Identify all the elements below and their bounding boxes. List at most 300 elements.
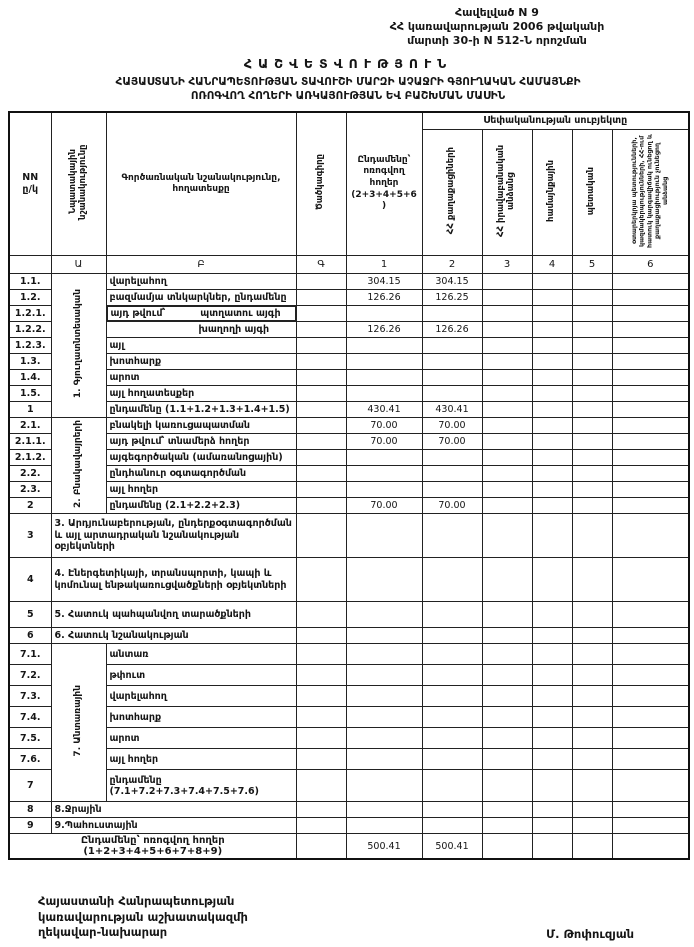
code-cell (296, 450, 346, 466)
table-row (9, 514, 689, 558)
table-row (9, 818, 689, 834)
value-cell (422, 770, 482, 802)
col-header-total: Ընդամենը՝ ոռոգվող հողեր (2+3+4+5+6) (346, 112, 422, 256)
page-title: ՀԱՇՎԵՏՎՈՒԹՅՈՒՆ (243, 56, 453, 72)
row-no: 2.1.2. (9, 450, 51, 466)
code-cell (296, 628, 346, 644)
table-row (9, 802, 689, 818)
appendix-line-2: ՀՀ կառավարության 2006 թվականի (389, 19, 605, 33)
value-cell (612, 418, 689, 434)
value-cell (612, 644, 689, 665)
value-cell: 70.00 (422, 498, 482, 514)
section-label-agricultural: 1. Գյուղատնտեսական (51, 274, 106, 418)
value-cell (346, 514, 422, 558)
value-cell: 70.00 (346, 418, 422, 434)
value-cell (346, 665, 422, 686)
value-cell (346, 602, 422, 628)
code-cell (296, 322, 346, 338)
code-cell (296, 354, 346, 370)
row-name: արոտ (106, 370, 296, 386)
value-cell (482, 770, 532, 802)
table-row (9, 644, 689, 665)
value-cell (482, 338, 532, 354)
value-cell (482, 818, 532, 834)
value-cell (612, 306, 689, 322)
section-label-settlements: 2. Բնակավայրերի (51, 418, 106, 514)
code-cell (296, 338, 346, 354)
signature-name: Մ. Թոփուզյան (546, 926, 634, 941)
col-header-legal-entities: ՀՀ իրավաբանական անձանց (482, 130, 532, 256)
value-cell (612, 274, 689, 290)
table-row (9, 418, 689, 434)
value-cell (482, 386, 532, 402)
value-cell (346, 338, 422, 354)
row-name: 9.Պահուստային (51, 818, 296, 834)
value-cell (482, 274, 532, 290)
value-cell (482, 434, 532, 450)
value-cell (346, 802, 422, 818)
value-cell (422, 466, 482, 482)
value-cell (346, 306, 422, 322)
table-row (9, 770, 689, 802)
subtitle-line-1: ՀԱՅԱՍՏԱՆԻ ՀԱՆՐԱՊԵՏՈՒԹՅԱՆ ՏԱՎՈՒՇԻ ՄԱՐԶԻ ԱՉԱՋՐԻ ԳՅՈՒՂԱԿԱՆ ՀԱՄԱՅՆՔԻ (115, 76, 581, 89)
value-cell (482, 728, 532, 749)
row-no: 7.3. (9, 686, 51, 707)
value-cell: 70.00 (422, 418, 482, 434)
code-cell (296, 818, 346, 834)
table-row (9, 707, 689, 728)
code-cell (296, 665, 346, 686)
row-no: 2.1. (9, 418, 51, 434)
value-cell (532, 386, 572, 402)
row-no: 3 (9, 514, 51, 558)
value-cell (346, 450, 422, 466)
value-cell (572, 370, 612, 386)
row-name: թփուտ (106, 665, 296, 686)
value-cell (482, 370, 532, 386)
value-cell (422, 802, 482, 818)
row-no: 2.1.1. (9, 434, 51, 450)
value-cell (482, 306, 532, 322)
code-cell (296, 707, 346, 728)
row-name: բազմամյա տնկարկներ, ընդամենը (106, 290, 296, 306)
value-cell (346, 370, 422, 386)
row-no: 6 (9, 628, 51, 644)
row-name: ընդամենը (2.1+2.2+2.3) (106, 498, 296, 514)
code-cell (296, 514, 346, 558)
value-cell (612, 686, 689, 707)
row-no: 7 (9, 770, 51, 802)
row-no: 1.1. (9, 274, 51, 290)
value-cell (612, 665, 689, 686)
table-row (9, 749, 689, 770)
value-cell (422, 386, 482, 402)
row-name: 6. Հատուկ նշանակության (51, 628, 296, 644)
value-cell (572, 686, 612, 707)
row-name (107, 306, 296, 321)
appendix-line-1: Հավելված N 9 (455, 6, 539, 19)
value-cell: 304.15 (422, 274, 482, 290)
value-cell (422, 628, 482, 644)
value-cell (572, 418, 612, 434)
row-name: ընդամենը (7.1+7.2+7.3+7.4+7.5+7.6) (106, 770, 296, 802)
value-cell (346, 770, 422, 802)
value-cell (532, 338, 572, 354)
code-cell (296, 728, 346, 749)
total-row-label: Ընդամենը՝ ոռոգվող հողեր (1+2+3+4+5+6+7+8+9) (9, 834, 296, 860)
value-cell (346, 628, 422, 644)
value-cell (612, 628, 689, 644)
value-cell: 126.25 (422, 290, 482, 306)
letter-cell: 5 (572, 256, 612, 274)
letter-cell: 1 (346, 256, 422, 274)
value-cell (612, 602, 689, 628)
value-cell (346, 482, 422, 498)
value-cell (482, 665, 532, 686)
value-cell (482, 450, 532, 466)
value-cell (532, 466, 572, 482)
value-cell (612, 370, 689, 386)
value-cell (482, 602, 532, 628)
value-cell (482, 354, 532, 370)
row-name: խաղողի այգի (106, 322, 296, 338)
letter-cell: Ա (51, 256, 106, 274)
code-cell (296, 370, 346, 386)
code-cell (296, 802, 346, 818)
value-cell: 70.00 (422, 434, 482, 450)
letter-cell: Բ (106, 256, 296, 274)
code-cell (296, 466, 346, 482)
value-cell (346, 354, 422, 370)
col-header-communal: համայնքային (532, 130, 572, 256)
code-cell (296, 434, 346, 450)
appendix-line-3: մարտի 30-ի N 512-Ն որոշման (407, 33, 587, 47)
footer (8, 894, 688, 941)
table-row (9, 450, 689, 466)
office-line-2: կառավարության աշխատակազմի (38, 909, 248, 924)
value-cell (572, 644, 612, 665)
col-header-code: Ծածկագիրը (296, 112, 346, 256)
value-cell (612, 322, 689, 338)
code-cell (296, 558, 346, 602)
code-cell (296, 770, 346, 802)
value-cell (532, 370, 572, 386)
value-cell (572, 338, 612, 354)
value-cell (482, 418, 532, 434)
letter-cell: 3 (482, 256, 532, 274)
row-name-prefix: այդ թվում՝ (110, 308, 166, 320)
value-cell (482, 498, 532, 514)
value-cell (572, 482, 612, 498)
value-cell (612, 482, 689, 498)
row-no: 2.3. (9, 482, 51, 498)
value-cell (532, 290, 572, 306)
value-cell (612, 728, 689, 749)
value-cell (422, 686, 482, 707)
table-row (9, 386, 689, 402)
col-header-purpose: Նպատակային նշանակությունը (51, 112, 106, 256)
code-cell (296, 274, 346, 290)
table-row (9, 274, 689, 290)
value-cell (572, 818, 612, 834)
letter-cell: 4 (532, 256, 572, 274)
value-cell (532, 770, 572, 802)
value-cell (532, 482, 572, 498)
value-cell (572, 665, 612, 686)
value-cell (572, 514, 612, 558)
table-row (9, 290, 689, 306)
total-value-cell: 500.41 (346, 834, 422, 860)
value-cell (572, 402, 612, 418)
value-cell (572, 498, 612, 514)
value-cell (482, 644, 532, 665)
value-cell: 126.26 (346, 322, 422, 338)
value-cell (612, 498, 689, 514)
value-cell (612, 818, 689, 834)
row-no: 1.2.3. (9, 338, 51, 354)
value-cell (612, 386, 689, 402)
value-cell (572, 707, 612, 728)
value-cell (572, 802, 612, 818)
table-row (9, 370, 689, 386)
value-cell (482, 402, 532, 418)
row-no: 1.3. (9, 354, 51, 370)
value-cell: 126.26 (346, 290, 422, 306)
letter-cell: 2 (422, 256, 482, 274)
row-name: խոտհարք (106, 707, 296, 728)
row-name: այլ հողեր (106, 482, 296, 498)
value-cell (422, 306, 482, 322)
row-no: 1.5. (9, 386, 51, 402)
table-row (9, 665, 689, 686)
letter-cell: Գ (296, 256, 346, 274)
code-cell (296, 834, 346, 860)
office-line-3: ղեկավար-նախարար (38, 925, 168, 940)
value-cell (532, 644, 572, 665)
row-no: 2 (9, 498, 51, 514)
row-name: 3. Արդյունաբերության, ընդերքօգտագործման և այլ արտադրական նշանակության օբյեկտների (51, 514, 296, 558)
row-no: 4 (9, 558, 51, 602)
row-no: 7.2. (9, 665, 51, 686)
value-cell (422, 370, 482, 386)
value-cell (532, 749, 572, 770)
value-cell (612, 834, 689, 860)
value-cell (532, 686, 572, 707)
value-cell (346, 686, 422, 707)
row-name: 4. Էներգետիկայի, տրանսպորտի, կապի և կոմունալ ենթակառուցվածքների օբյեկտների (51, 558, 296, 602)
value-cell (572, 466, 612, 482)
value-cell (532, 322, 572, 338)
row-no: 8 (9, 802, 51, 818)
row-no: 7.5. (9, 728, 51, 749)
value-cell (532, 306, 572, 322)
row-name: ընդհանուր օգտագործման (106, 466, 296, 482)
row-name: խոտհարք (106, 354, 296, 370)
value-cell (572, 450, 612, 466)
value-cell (482, 322, 532, 338)
code-cell (296, 418, 346, 434)
value-cell (572, 749, 612, 770)
value-cell (422, 707, 482, 728)
value-cell (482, 834, 532, 860)
col-header-state: պետական (572, 130, 612, 256)
value-cell (346, 728, 422, 749)
row-name: վարելահող (106, 274, 296, 290)
value-cell (482, 466, 532, 482)
value-cell (346, 818, 422, 834)
row-name: այլ հողատեսքեր (106, 386, 296, 402)
value-cell (572, 386, 612, 402)
value-cell (572, 628, 612, 644)
value-cell (612, 749, 689, 770)
value-cell (422, 354, 482, 370)
land-report-table (8, 111, 690, 861)
value-cell (482, 707, 532, 728)
value-cell (612, 802, 689, 818)
row-no: 7.6. (9, 749, 51, 770)
value-cell (482, 514, 532, 558)
section-label-forest: 7. Անտառային (51, 644, 106, 802)
value-cell (572, 290, 612, 306)
value-cell (482, 482, 532, 498)
value-cell (612, 466, 689, 482)
row-name: այլ (106, 338, 296, 354)
value-cell (532, 498, 572, 514)
row-name: բնակելի կառուցապատման (106, 418, 296, 434)
value-cell (612, 402, 689, 418)
value-cell (482, 558, 532, 602)
value-cell (532, 818, 572, 834)
page-subtitle (8, 76, 688, 103)
value-cell (422, 665, 482, 686)
row-no: 1 (9, 402, 51, 418)
row-no: 1.2.1. (9, 306, 51, 322)
table-total-row (9, 834, 689, 860)
value-cell (572, 834, 612, 860)
table-row (9, 306, 689, 322)
table-row (9, 686, 689, 707)
table-row (9, 402, 689, 418)
row-no: 2.2. (9, 466, 51, 482)
table-row (9, 338, 689, 354)
value-cell (482, 749, 532, 770)
row-no: 5 (9, 602, 51, 628)
table-row (9, 498, 689, 514)
value-cell (422, 644, 482, 665)
value-cell: 70.00 (346, 498, 422, 514)
value-cell (422, 749, 482, 770)
value-cell (612, 434, 689, 450)
code-cell (296, 386, 346, 402)
value-cell (532, 402, 572, 418)
col-header-functional: Գործառնական նշանակությունը, հողատեսքը (106, 112, 296, 256)
value-cell (482, 290, 532, 306)
value-cell (532, 834, 572, 860)
row-name: այգեգործական (ամառանոցային) (106, 450, 296, 466)
value-cell (532, 602, 572, 628)
value-cell: 126.26 (422, 322, 482, 338)
row-name: այդ թվում՝ տնամերձ հողեր (106, 434, 296, 450)
value-cell (532, 274, 572, 290)
code-cell (296, 402, 346, 418)
value-cell (572, 558, 612, 602)
value-cell (572, 322, 612, 338)
value-cell (346, 644, 422, 665)
value-cell (422, 728, 482, 749)
signing-office-block (38, 894, 248, 941)
value-cell (532, 354, 572, 370)
table-row (9, 558, 689, 602)
value-cell (422, 514, 482, 558)
value-cell (346, 707, 422, 728)
table-row (9, 322, 689, 338)
value-cell (612, 558, 689, 602)
value-cell: 430.41 (346, 402, 422, 418)
code-cell (296, 290, 346, 306)
value-cell (422, 602, 482, 628)
value-cell (482, 802, 532, 818)
office-line-1: Հայաստանի Հանրապետության (38, 894, 235, 909)
value-cell (532, 434, 572, 450)
value-cell: 304.15 (346, 274, 422, 290)
table-row (9, 466, 689, 482)
table-row (9, 354, 689, 370)
row-name: ընդամենը (1.1+1.2+1.3+1.4+1.5) (106, 402, 296, 418)
row-name-text: պտղատու այգի (200, 308, 281, 320)
value-cell (422, 450, 482, 466)
value-cell (572, 306, 612, 322)
value-cell (532, 514, 572, 558)
row-name: 5. Հատուկ պահպանվող տարածքների (51, 602, 296, 628)
row-name: անտառ (106, 644, 296, 665)
letter-cell (9, 256, 51, 274)
code-cell (296, 602, 346, 628)
value-cell (612, 290, 689, 306)
row-no: 1.2. (9, 290, 51, 306)
value-cell (612, 707, 689, 728)
value-cell (532, 728, 572, 749)
value-cell (532, 665, 572, 686)
row-no: 9 (9, 818, 51, 834)
value-cell (422, 558, 482, 602)
table-row (9, 628, 689, 644)
col-header-nn: NN ը/կ (9, 112, 51, 256)
value-cell (532, 707, 572, 728)
row-no: 7.4. (9, 707, 51, 728)
value-cell (532, 802, 572, 818)
value-cell (612, 514, 689, 558)
letter-cell: 6 (612, 256, 689, 274)
table-row (9, 482, 689, 498)
value-cell (346, 749, 422, 770)
total-value-cell: 500.41 (422, 834, 482, 860)
value-cell (572, 728, 612, 749)
value-cell (422, 482, 482, 498)
value-cell (422, 338, 482, 354)
row-no: 7.1. (9, 644, 51, 665)
code-cell (296, 749, 346, 770)
value-cell (482, 686, 532, 707)
row-name: արոտ (106, 728, 296, 749)
value-cell (532, 418, 572, 434)
value-cell (612, 450, 689, 466)
row-no: 1.2.2. (9, 322, 51, 338)
value-cell (572, 354, 612, 370)
value-cell (422, 818, 482, 834)
col-header-citizens: ՀՀ քաղաքացիների (422, 130, 482, 256)
appendix-block (312, 6, 682, 47)
value-cell (532, 450, 572, 466)
